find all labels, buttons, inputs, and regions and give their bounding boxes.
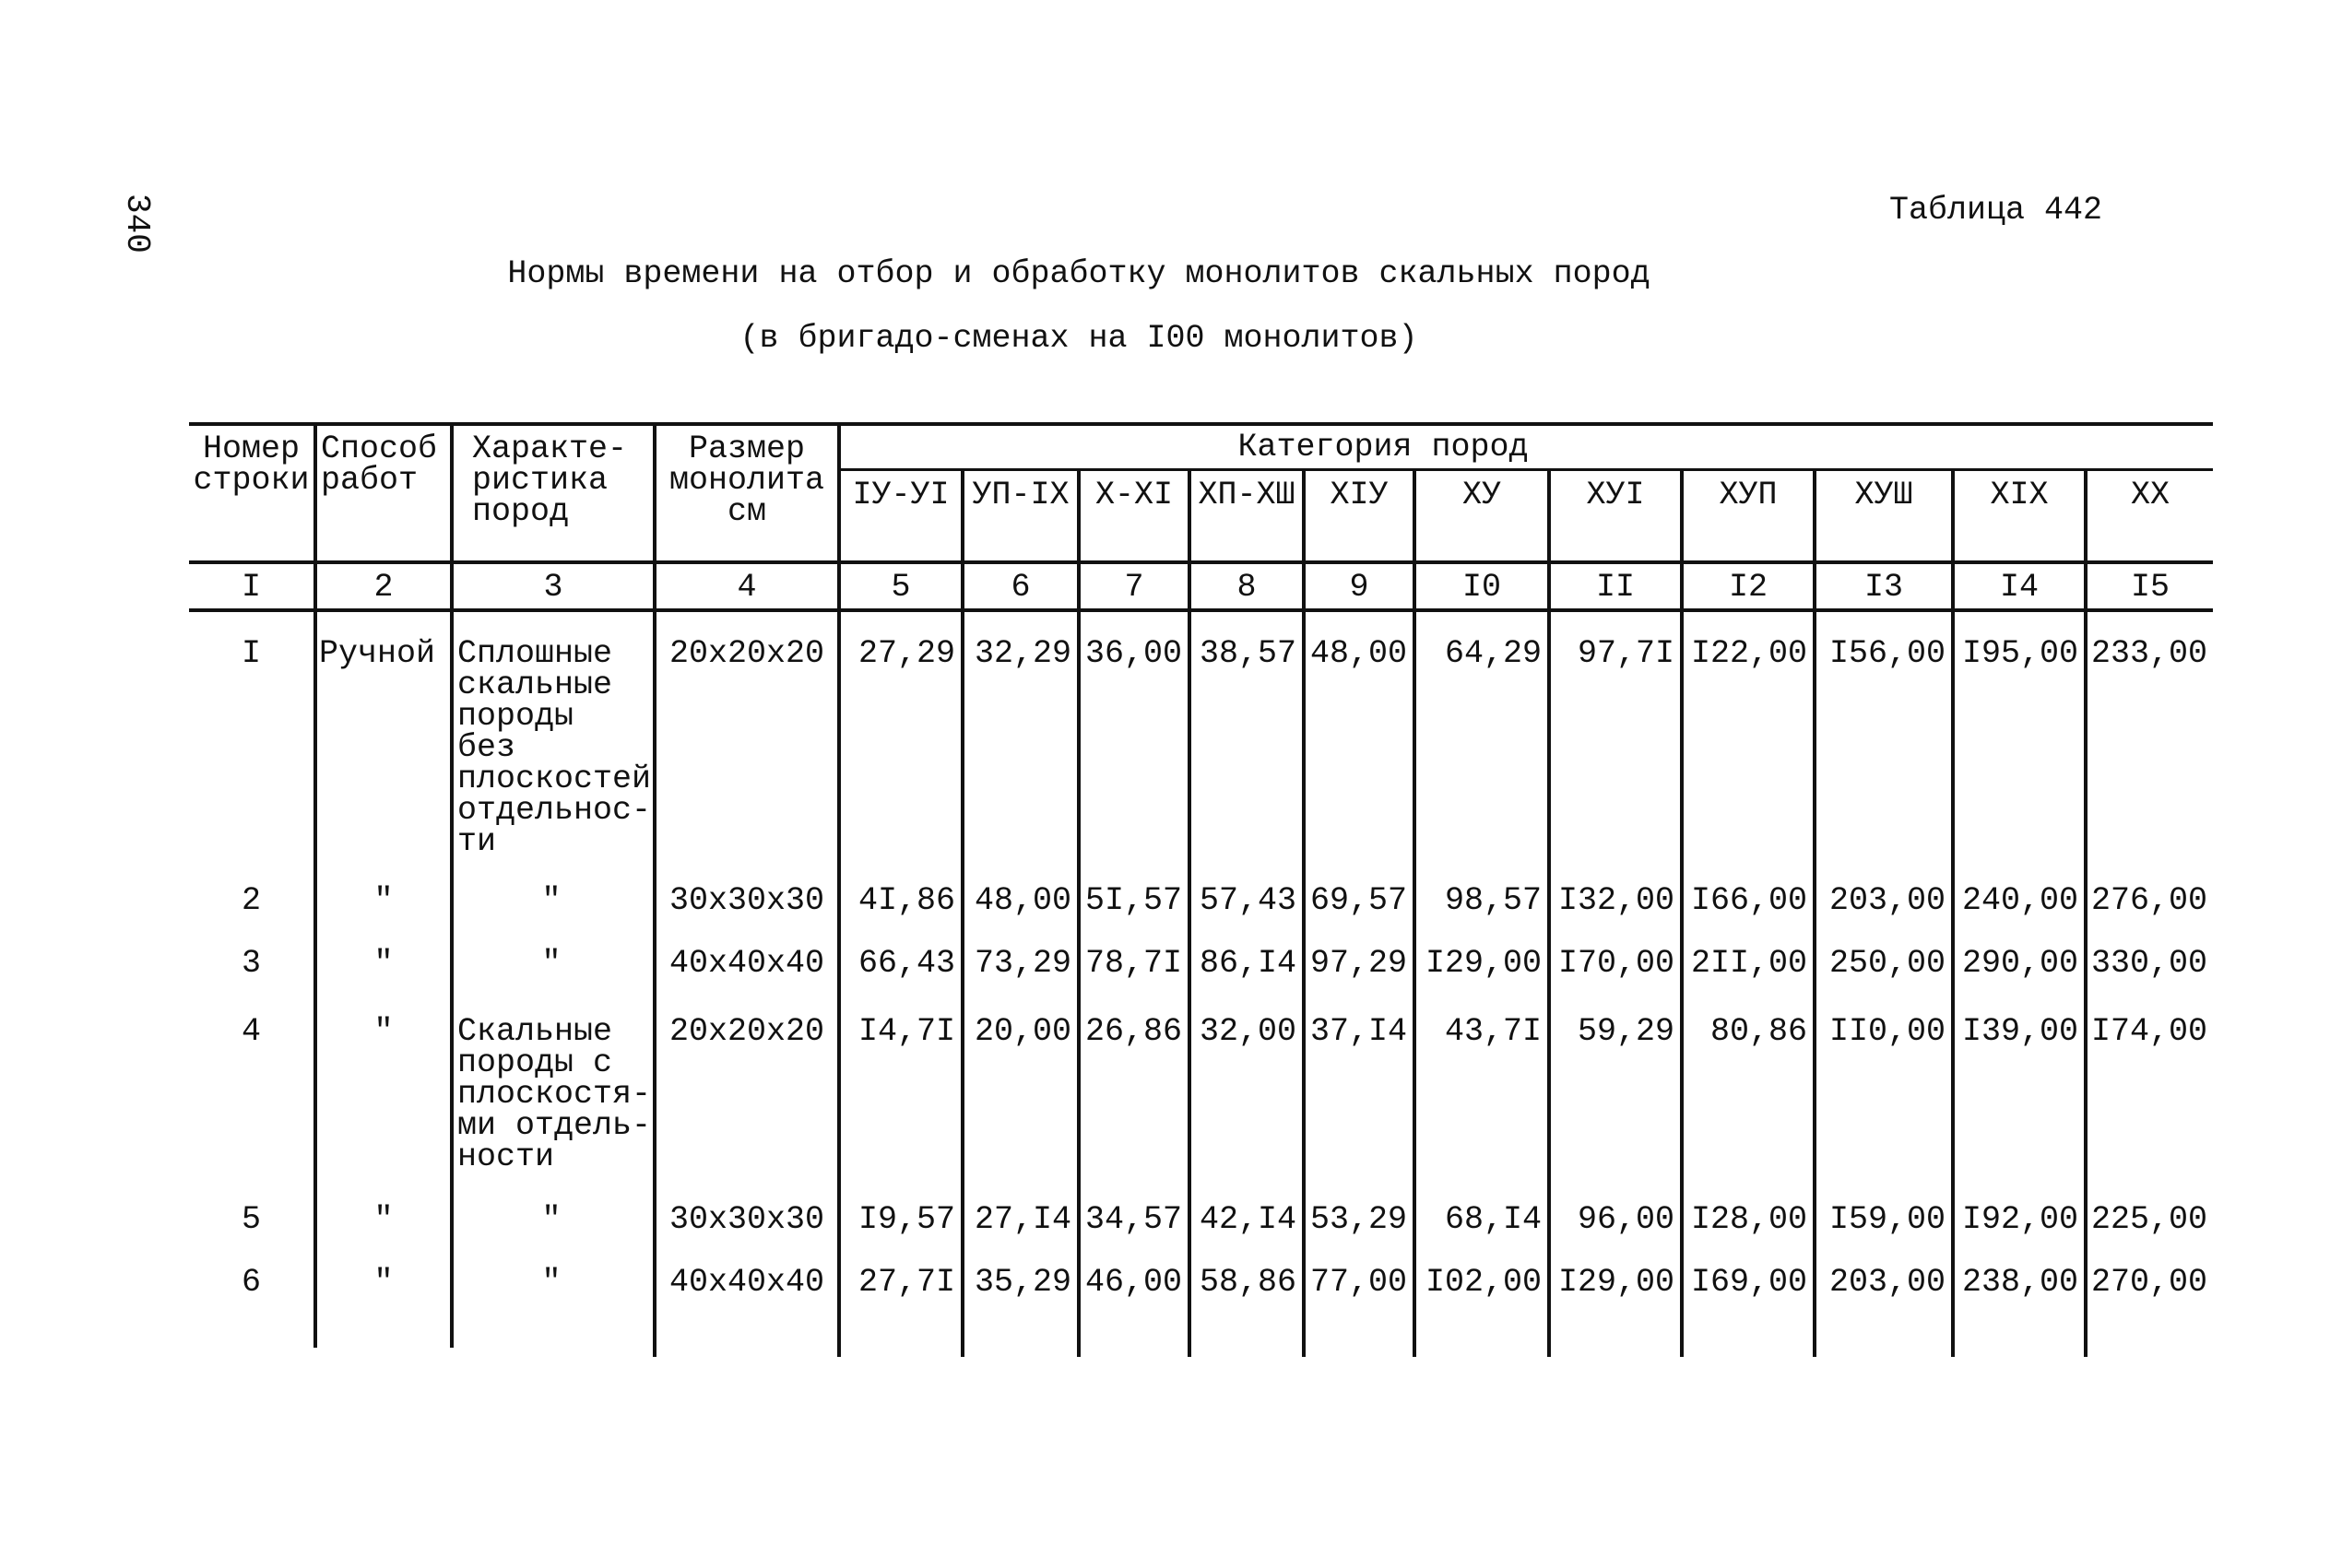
column-number: I3 xyxy=(1863,569,1903,606)
row-value: I59,00 xyxy=(1828,1201,1946,1238)
characteristic-line: породы xyxy=(457,698,574,735)
characteristic-line: плоскостей xyxy=(457,760,652,797)
row-value: I4,7I xyxy=(857,1013,955,1050)
row-value: I39,00 xyxy=(1961,1013,2078,1050)
row-characteristic xyxy=(454,945,649,982)
row-value: I02,00 xyxy=(1425,1264,1542,1301)
header-category: Х-ХI xyxy=(1094,477,1173,513)
column-number: I2 xyxy=(1728,569,1768,606)
header-characteristic: Характе- ристика пород xyxy=(472,430,628,530)
row-value: I56,00 xyxy=(1828,635,1946,672)
row-value: I22,00 xyxy=(1690,635,1807,672)
row-value: I32,00 xyxy=(1557,882,1674,919)
column-number: 8 xyxy=(1236,569,1257,606)
row-value: 69,57 xyxy=(1309,882,1407,919)
row-value: 97,29 xyxy=(1309,945,1407,982)
row-method: " xyxy=(373,1201,394,1238)
row-value: 225,00 xyxy=(2090,1201,2207,1238)
row-value: II0,00 xyxy=(1828,1013,1946,1050)
row-value: 78,7I xyxy=(1084,945,1182,982)
row-value: 68,I4 xyxy=(1444,1201,1542,1238)
row-value: 38,57 xyxy=(1199,635,1296,672)
row-value: I69,00 xyxy=(1690,1264,1807,1301)
row-characteristic xyxy=(454,882,649,919)
row-value: 240,00 xyxy=(1961,882,2078,919)
header-bottom-rule xyxy=(189,560,2213,564)
characteristic-line: породы с xyxy=(457,1044,613,1081)
row-method: " xyxy=(373,1264,394,1301)
row-value: 73,29 xyxy=(974,945,1071,982)
table-top-rule xyxy=(189,422,2213,426)
row-value: 53,29 xyxy=(1309,1201,1407,1238)
row-value: 330,00 xyxy=(2090,945,2207,982)
column-number: I xyxy=(241,569,261,606)
header-row-number: Номер строки xyxy=(193,430,310,499)
row-value: 32,29 xyxy=(974,635,1071,672)
row-value: 43,7I xyxy=(1444,1013,1542,1050)
header-category-group: Категория пород xyxy=(1237,429,1529,466)
row-number: 2 xyxy=(241,882,261,919)
row-value: 5I,57 xyxy=(1084,882,1182,919)
row-value: I70,00 xyxy=(1557,945,1674,982)
row-value: I29,00 xyxy=(1557,1264,1674,1301)
characteristic-line: " xyxy=(541,882,562,919)
row-value: 35,29 xyxy=(974,1264,1071,1301)
row-method: " xyxy=(373,882,394,919)
column-number: 6 xyxy=(1011,569,1031,606)
table-subtitle: (в бригадо-сменах на I00 монолитов) xyxy=(739,320,1418,357)
row-value: 48,00 xyxy=(1309,635,1407,672)
row-characteristic xyxy=(454,1201,649,1238)
row-size: 30х30х30 xyxy=(668,882,825,919)
header-category: ХП-ХШ xyxy=(1198,477,1295,513)
characteristic-line: без xyxy=(457,729,516,766)
row-value: 58,86 xyxy=(1199,1264,1296,1301)
row-value: 290,00 xyxy=(1961,945,2078,982)
characteristic-line: Скальные xyxy=(457,1013,613,1050)
characteristic-line: " xyxy=(541,1201,562,1238)
row-number: 6 xyxy=(241,1264,261,1301)
header-category: ХУП xyxy=(1719,477,1778,513)
row-value: 46,00 xyxy=(1084,1264,1182,1301)
header-category: ХIУ xyxy=(1330,477,1389,513)
row-value: 250,00 xyxy=(1828,945,1946,982)
table-label: Таблица 442 xyxy=(1888,192,2102,229)
column-number: 3 xyxy=(543,569,563,606)
row-value: I92,00 xyxy=(1961,1201,2078,1238)
row-value: 270,00 xyxy=(2090,1264,2207,1301)
row-value: 36,00 xyxy=(1084,635,1182,672)
column-number: 7 xyxy=(1124,569,1144,606)
category-group-rule xyxy=(839,468,2213,471)
row-value: 276,00 xyxy=(2090,882,2207,919)
header-method: Способ работ xyxy=(321,430,438,499)
row-value: 238,00 xyxy=(1961,1264,2078,1301)
row-value: 27,29 xyxy=(857,635,955,672)
row-value: 20,00 xyxy=(974,1013,1071,1050)
header-category: ХУШ xyxy=(1854,477,1913,513)
row-method: " xyxy=(373,945,394,982)
row-value: 203,00 xyxy=(1828,1264,1946,1301)
column-number: I5 xyxy=(2130,569,2170,606)
characteristic-line: отдельнос- xyxy=(457,792,652,829)
header-size: Размер монолита см xyxy=(668,430,825,530)
characteristic-line: ти xyxy=(457,823,497,860)
row-number: 4 xyxy=(241,1013,261,1050)
column-number: 5 xyxy=(891,569,911,606)
row-value: 233,00 xyxy=(2090,635,2207,672)
row-value: 37,I4 xyxy=(1309,1013,1407,1050)
row-value: 77,00 xyxy=(1309,1264,1407,1301)
characteristic-line: ности xyxy=(457,1138,555,1175)
characteristic-line: плоскостя- xyxy=(457,1076,652,1113)
row-value: 2II,00 xyxy=(1690,945,1807,982)
header-category: УП-IХ xyxy=(972,477,1070,513)
header-category: IУ-УI xyxy=(852,477,950,513)
row-characteristic xyxy=(457,635,653,860)
characteristic-line: ми отдель- xyxy=(457,1107,652,1144)
row-value: 96,00 xyxy=(1577,1201,1674,1238)
row-size: 40х40х40 xyxy=(668,945,825,982)
characteristic-line: Сплошные xyxy=(457,635,613,672)
column-numbers-bottom-rule xyxy=(189,608,2213,612)
row-value: 97,7I xyxy=(1577,635,1674,672)
row-value: 59,29 xyxy=(1577,1013,1674,1050)
column-number: II xyxy=(1595,569,1635,606)
row-value: 34,57 xyxy=(1084,1201,1182,1238)
page-number: 340 xyxy=(118,194,156,253)
column-number: 2 xyxy=(373,569,394,606)
row-value: 4I,86 xyxy=(857,882,955,919)
row-value: 48,00 xyxy=(974,882,1071,919)
row-value: 27,I4 xyxy=(974,1201,1071,1238)
row-characteristic xyxy=(457,1013,653,1175)
column-number: 9 xyxy=(1349,569,1369,606)
row-number: I xyxy=(241,635,261,672)
row-value: 26,86 xyxy=(1084,1013,1182,1050)
row-value: 64,29 xyxy=(1444,635,1542,672)
row-value: 42,I4 xyxy=(1199,1201,1296,1238)
row-value: 86,I4 xyxy=(1199,945,1296,982)
row-value: 57,43 xyxy=(1199,882,1296,919)
row-value: I29,00 xyxy=(1425,945,1542,982)
characteristic-line: " xyxy=(541,1264,562,1301)
row-value: 32,00 xyxy=(1199,1013,1296,1050)
row-value: I66,00 xyxy=(1690,882,1807,919)
row-value: 203,00 xyxy=(1828,882,1946,919)
row-size: 20х20х20 xyxy=(668,1013,825,1050)
row-size: 20х20х20 xyxy=(668,635,825,672)
row-number: 3 xyxy=(241,945,261,982)
column-number: I0 xyxy=(1461,569,1501,606)
header-category: ХIХ xyxy=(1990,477,2049,513)
header-category: ХУI xyxy=(1586,477,1645,513)
row-size: 40х40х40 xyxy=(668,1264,825,1301)
table-title: Нормы времени на отбор и обработку монолитов скальных пород xyxy=(507,255,1650,292)
row-value: 98,57 xyxy=(1444,882,1542,919)
row-size: 30х30х30 xyxy=(668,1201,825,1238)
row-value: 66,43 xyxy=(857,945,955,982)
row-value: I95,00 xyxy=(1961,635,2078,672)
row-number: 5 xyxy=(241,1201,261,1238)
row-value: I9,57 xyxy=(857,1201,955,1238)
row-method: Ручной xyxy=(319,635,436,672)
characteristic-line: скальные xyxy=(457,666,613,703)
header-category: ХХ xyxy=(2130,477,2170,513)
row-value: 80,86 xyxy=(1709,1013,1807,1050)
row-method: " xyxy=(373,1013,394,1050)
row-value: 27,7I xyxy=(857,1264,955,1301)
row-value: I74,00 xyxy=(2090,1013,2207,1050)
column-number: 4 xyxy=(737,569,757,606)
row-value: I28,00 xyxy=(1690,1201,1807,1238)
column-number: I4 xyxy=(1999,569,2039,606)
header-category: ХУ xyxy=(1461,477,1501,513)
row-characteristic xyxy=(454,1264,649,1301)
characteristic-line: " xyxy=(541,945,562,982)
